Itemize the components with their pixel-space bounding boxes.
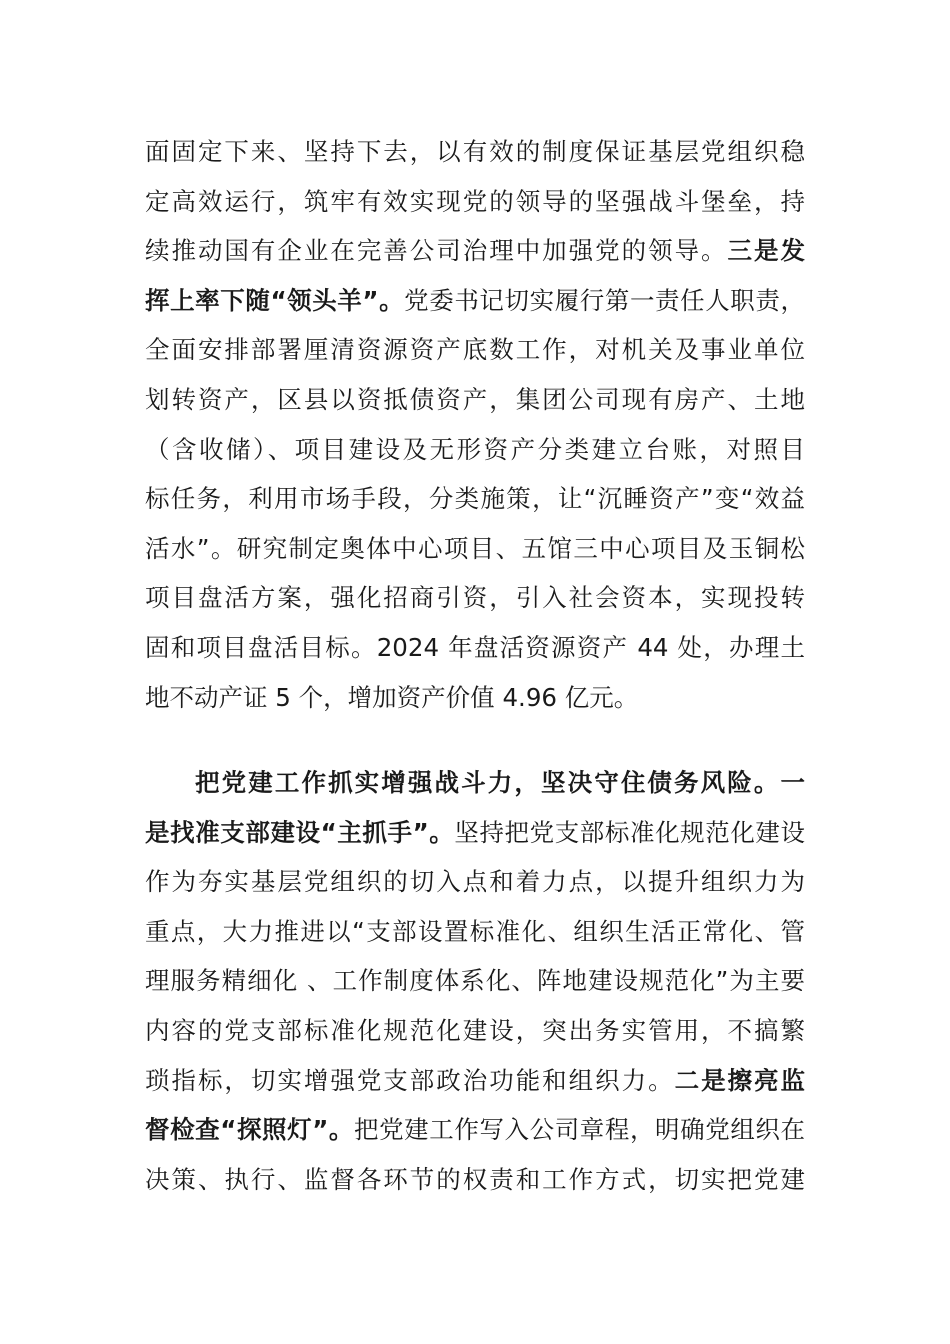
bold-heading-run: 督检查“探照灯”。 (145, 1115, 354, 1145)
text-run: 活水”。研究制定奥体中心项目、五馆三中心项目及玉铜松 (145, 533, 805, 563)
text-run: （含收储）、项目建设及无形资产分类建立台账，对照目 (145, 434, 805, 464)
text-line (145, 907, 805, 957)
text-line (145, 375, 805, 425)
text-line (145, 1006, 805, 1056)
text-line (145, 956, 805, 1006)
text-line (145, 226, 805, 276)
bold-heading-run: 二是擦亮监 (674, 1065, 806, 1095)
text-line (145, 1155, 805, 1205)
text-line (145, 127, 805, 177)
bold-heading-run: 是找准支部建设“主抓手”。 (145, 817, 455, 847)
text-run: 定高效运行，筑牢有效实现党的领导的坚强战斗堡垒，持 (145, 186, 805, 216)
text-run: 全面安排部署厘清资源资产底数工作，对机关及事业单位 (145, 335, 805, 365)
text-line (145, 177, 805, 227)
text-run: 面固定下来、坚持下去，以有效的制度保证基层党组织稳 (145, 137, 805, 166)
text-line (145, 325, 805, 375)
text-line (145, 524, 805, 574)
text-line (145, 1056, 805, 1106)
text-run: 划转资产，区县以资抵债资产，集团公司现有房产、土地 (145, 384, 805, 414)
text-run: 琐指标，切实增强党支部政治功能和组织力。 (145, 1065, 675, 1095)
text-run: 标任务，利用市场手段，分类施策，让“沉睡资产”变“效益 (145, 484, 805, 514)
text-line (145, 857, 805, 907)
text-run: 固和项目盘活目标。2024 年盘活资源资产 44 处，办理土 (145, 632, 805, 662)
text-line (145, 623, 805, 673)
text-line (145, 758, 805, 808)
body-paragraph-2 (145, 758, 805, 1204)
text-line (145, 1105, 805, 1155)
text-run: 内容的党支部标准化规范化建设，突出务实管用，不搞繁 (145, 1015, 805, 1045)
text-line (145, 573, 805, 623)
text-run: 项目盘活方案，强化招商引资，引入社会资本，实现投转 (145, 583, 805, 613)
text-line (145, 673, 805, 723)
text-line (145, 276, 805, 326)
bold-heading-run: 三是发 (727, 236, 806, 266)
text-run: 坚持把党支部标准化规范化建设 (454, 817, 806, 847)
text-run: 党委书记切实履行第一责任人职责， (404, 285, 805, 315)
bold-heading-run: 把党建工作抓实增强战斗力，坚决守住债务风险。一 (195, 768, 805, 797)
text-line (145, 474, 805, 524)
text-line (145, 425, 805, 475)
text-line (145, 808, 805, 858)
bold-heading-run: 挥上率下随“领头羊”。 (145, 285, 405, 315)
text-run: 理服务精细化 、工作制度体系化、阵地建设规范化”为主要 (145, 966, 805, 996)
body-paragraph-1 (145, 127, 805, 722)
text-run: 地不动产证 5 个，增加资产价值 4.96 亿元。 (145, 682, 639, 712)
text-run: 把党建工作写入公司章程，明确党组织在 (354, 1115, 805, 1145)
text-run: 决策、执行、监督各环节的权责和工作方式，切实把党建 (145, 1164, 805, 1194)
text-run: 重点，大力推进以“支部设置标准化、组织生活正常化、管 (145, 916, 805, 946)
text-run: 续推动国有企业在完善公司治理中加强党的领导。 (145, 236, 728, 266)
text-run: 作为夯实基层党组织的切入点和着力点，以提升组织力为 (145, 867, 805, 897)
